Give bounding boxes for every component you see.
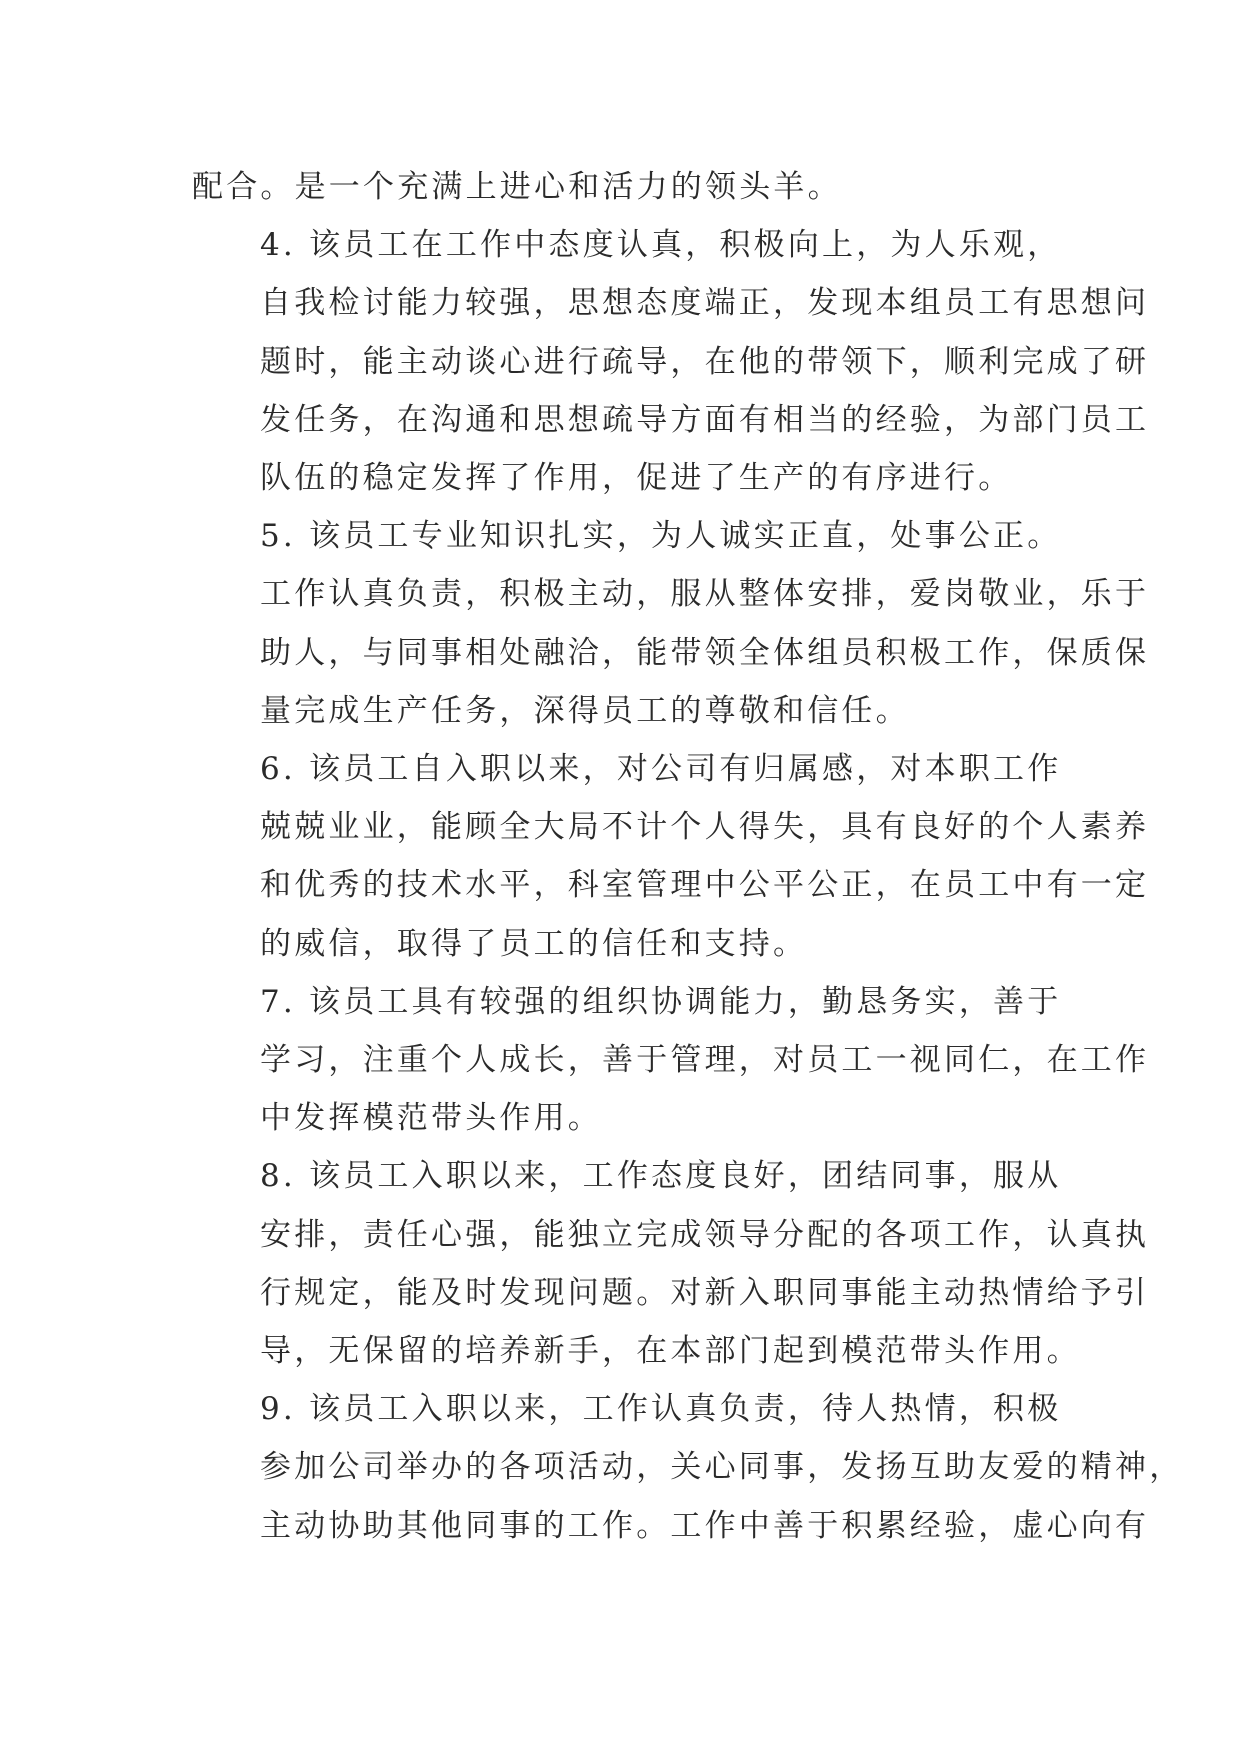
- text-line: 安排，责任心强，能独立完成领导分配的各项工作，认真执: [260, 1216, 1150, 1253]
- paragraph-item-8: [192, 1147, 1150, 1380]
- text-line: 7. 该员工具有较强的组织协调能力，勤恳务实，善于: [260, 983, 1062, 1020]
- text-line: 9. 该员工入职以来，工作认真负责，待人热情，积极: [260, 1391, 1062, 1428]
- text-line: 题时，能主动谈心进行疏导，在他的带领下，顺利完成了研: [260, 343, 1150, 380]
- text-line: 发任务，在沟通和思想疏导方面有相当的经验，为部门员工: [260, 401, 1150, 438]
- text-line: 4. 该员工在工作中态度认真，积极向上，为人乐观，: [260, 227, 1062, 264]
- text-line: 自我检讨能力较强，思想态度端正，发现本组员工有思想问: [260, 285, 1150, 322]
- paragraph-continuation: [192, 158, 1058, 216]
- text-line: 6. 该员工自入职以来，对公司有归属感，对本职工作: [260, 751, 1062, 788]
- text-line: 配合。是一个充满上进心和活力的领头羊。: [192, 169, 842, 205]
- text-line: 主动协助其他同事的工作。工作中善于积累经验，虚心向有: [260, 1507, 1150, 1544]
- text-line: 队伍的稳定发挥了作用，促进了生产的有序进行。: [260, 460, 1013, 497]
- text-line: 导，无保留的培养新手，在本部门起到模范带头作用。: [260, 1333, 1081, 1370]
- paragraph-item-5: [192, 507, 1150, 740]
- text-line: 行规定，能及时发现问题。对新入职同事能主动热情给予引: [260, 1274, 1150, 1311]
- document-body: [192, 158, 1184, 1555]
- text-line: 中发挥模范带头作用。: [260, 1100, 602, 1137]
- text-line: 助人，与同事相处融洽，能带领全体组员积极工作，保质保: [260, 634, 1150, 671]
- text-line: 参加公司举办的各项活动，关心同事，发扬互助友爱的精神，: [260, 1449, 1184, 1486]
- text-line: 5. 该员工专业知识扎实，为人诚实正直，处事公正。: [260, 518, 1062, 555]
- text-line: 工作认真负责，积极主动，服从整体安排，爱岗敬业，乐于: [260, 576, 1150, 613]
- text-line: 量完成生产任务，深得员工的尊敬和信任。: [260, 692, 910, 729]
- paragraph-item-4: [192, 216, 1150, 507]
- text-line: 和优秀的技术水平，科室管理中公平公正，在员工中有一定: [260, 867, 1150, 904]
- paragraph-item-9: [192, 1380, 1184, 1555]
- paragraph-item-6: [192, 740, 1150, 973]
- text-line: 的威信，取得了员工的信任和支持。: [260, 925, 808, 962]
- text-line: 兢兢业业，能顾全大局不计个人得失，具有良好的个人素养: [260, 809, 1150, 846]
- paragraph-item-7: [192, 973, 1150, 1148]
- text-line: 8. 该员工入职以来，工作态度良好，团结同事，服从: [260, 1158, 1062, 1195]
- text-line: 学习，注重个人成长，善于管理，对员工一视同仁，在工作: [260, 1042, 1150, 1079]
